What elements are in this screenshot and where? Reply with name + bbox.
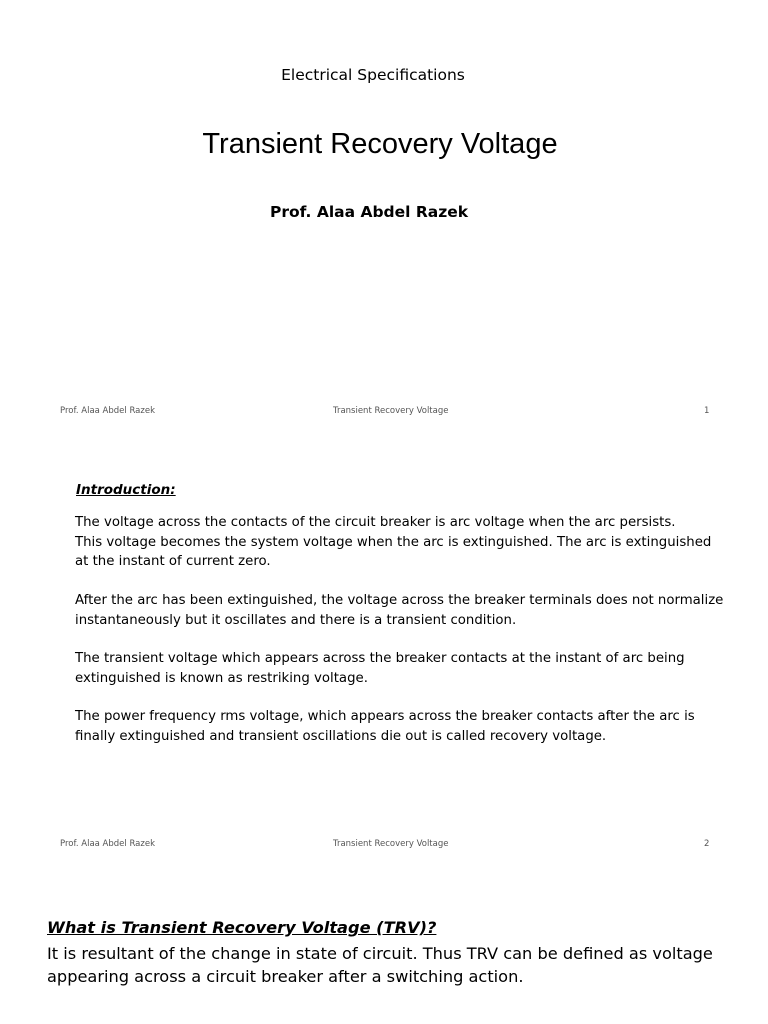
footer-author: Prof. Alaa Abdel Razek [60, 839, 155, 849]
paragraph: After the arc has been extinguished, the voltage across the breaker terminals does not normalize instantaneously but it oscillates and there is a transient condition. [75, 593, 724, 628]
paragraph: The voltage across the contacts of the circuit breaker is arc voltage when the arc persists. This voltage becomes the system voltage when the arc is extinguished. The arc is extinguished at the instant of current zero. [75, 515, 712, 569]
section-heading: Introduction: [76, 482, 176, 498]
paragraph: The transient voltage which appears across the breaker contacts at the instant of arc being extinguished is known as restriking voltage. [75, 651, 685, 686]
body-text: It is resultant of the change in state of circuit. Thus TRV can be defined as voltage appearing across a circuit breaker after a switching action. [47, 944, 713, 986]
footer-page-number: 2 [704, 839, 710, 849]
author-name: Prof. Alaa Abdel Razek [270, 203, 469, 221]
footer-author: Prof. Alaa Abdel Razek [60, 406, 155, 416]
slide-title: Transient Recovery Voltage [202, 128, 558, 160]
footer-title: Transient Recovery Voltage [333, 839, 449, 849]
section-heading: What is Transient Recovery Voltage (TRV)? [47, 918, 437, 937]
paragraph: The power frequency rms voltage, which appears across the breaker contacts after the arc is finally extinguished and transient oscillations die out is called recovery voltage. [75, 709, 695, 744]
footer-page-number: 1 [704, 406, 710, 416]
footer-title: Transient Recovery Voltage [333, 406, 449, 416]
slide-subtitle: Electrical Specifications [281, 66, 465, 84]
